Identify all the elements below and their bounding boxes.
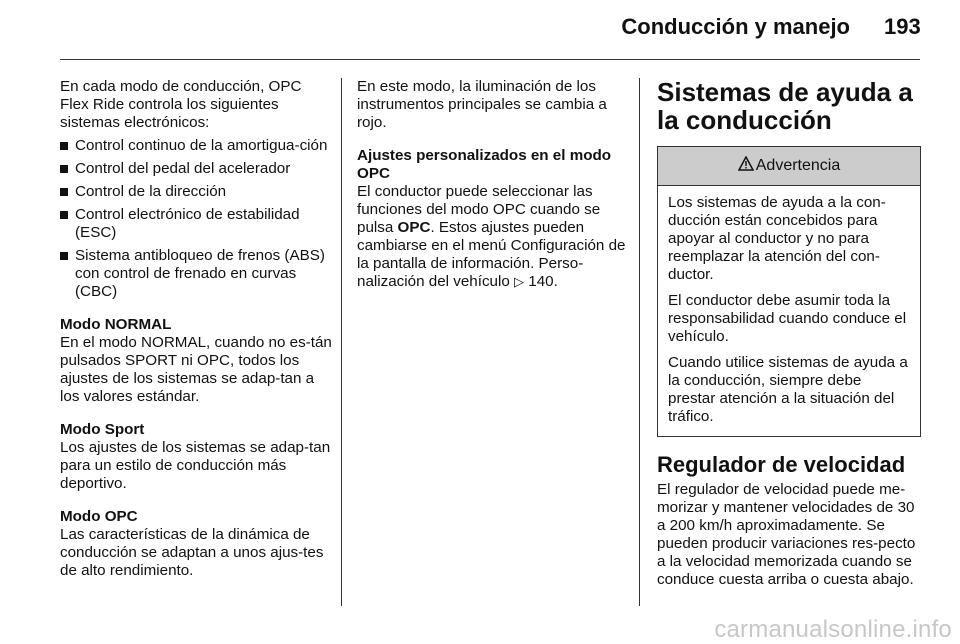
- cruise-control-title: Regulador de velocidad: [657, 452, 906, 477]
- opc-button-label: OPC: [397, 219, 431, 236]
- column-2: [357, 78, 627, 291]
- page-number: 193: [884, 14, 921, 39]
- normal-mode-text: En el modo NORMAL, cuando no es-tán pulsados SPORT ni OPC, todos los ajustes de los sistemas se adap-tan a los valores estándar.: [60, 334, 332, 405]
- column-1: [60, 78, 332, 580]
- bullet-square-icon: [60, 142, 68, 150]
- warning-triangle-icon: [738, 156, 754, 176]
- section-title: Sistemas de ayuda a la conducción: [657, 77, 913, 135]
- column-divider-2: [639, 78, 640, 606]
- cruise-control-text: El regulador de velocidad puede me-morizar y mantener velocidades de 30 a 200 km/h aproximadamente. Se pueden producir variaciones res-pecto a la velocidad memorizada cuando se conduce cuesta arriba o cuesta abajo.: [657, 481, 916, 588]
- page-header-title: Conducción y manejo: [621, 14, 850, 39]
- warning-body: [658, 186, 920, 436]
- normal-mode-heading: Modo NORMAL: [60, 316, 172, 333]
- custom-settings-text: El conductor puede seleccionar las funciones del modo OPC cuando se pulsa OPC. Estos ajustes pueden cambiarse en el menú Configuración de la pantalla de información. Perso-nalización del vehículo ▷ 140.: [357, 183, 626, 290]
- warning-header: [658, 147, 920, 186]
- intro-paragraph: En cada modo de conducción, OPC Flex Ride controla los siguientes sistemas electrónicos:: [60, 78, 302, 131]
- warning-paragraph: Cuando utilice sistemas de ayuda a la conducción, siempre debe prestar atención a la situación del tráfico.: [668, 354, 908, 425]
- column-3: [657, 78, 921, 589]
- warning-box: [657, 146, 921, 437]
- list-item: Control electrónico de estabilidad (ESC): [60, 206, 332, 242]
- opc-mode-text: Las características de la dinámica de conducción se adaptan a unos ajus-tes de alto rendimiento.: [60, 526, 324, 579]
- watermark: carmanualsonline.info: [714, 616, 952, 643]
- bullet-square-icon: [60, 211, 68, 219]
- bullet-square-icon: [60, 165, 68, 173]
- column-divider-1: [341, 78, 342, 606]
- list-item: Control de la dirección: [60, 183, 332, 201]
- bullet-square-icon: [60, 252, 68, 260]
- systems-list: [60, 137, 332, 301]
- opc-mode-heading: Modo OPC: [60, 508, 138, 525]
- warning-paragraph: Los sistemas de ayuda a la con-ducción están concebidos para apoyar al conductor y no para reemplazar la atención del con-ductor.: [668, 194, 886, 283]
- list-item: Control continuo de la amortigua-ción: [60, 137, 332, 155]
- custom-settings-heading: Ajustes personalizados en el modo OPC: [357, 147, 612, 182]
- list-item: Sistema antibloqueo de frenos (ABS) con control de frenado en curvas (CBC): [60, 247, 332, 301]
- warning-label: Advertencia: [755, 157, 841, 174]
- page-reference-arrow-icon: ▷: [514, 274, 525, 289]
- sport-mode-heading: Modo Sport: [60, 421, 145, 438]
- list-item: Control del pedal del acelerador: [60, 160, 332, 178]
- sport-mode-text: Los ajustes de los sistemas se adap-tan para un estilo de conducción más deportivo.: [60, 439, 331, 492]
- header-divider: [60, 59, 920, 60]
- bullet-square-icon: [60, 188, 68, 196]
- warning-paragraph: El conductor debe asumir toda la responsabilidad cuando conduce el vehículo.: [668, 292, 907, 345]
- lighting-paragraph: En este modo, la iluminación de los instrumentos principales se cambia a rojo.: [357, 78, 607, 131]
- page-reference[interactable]: 140.: [528, 273, 558, 290]
